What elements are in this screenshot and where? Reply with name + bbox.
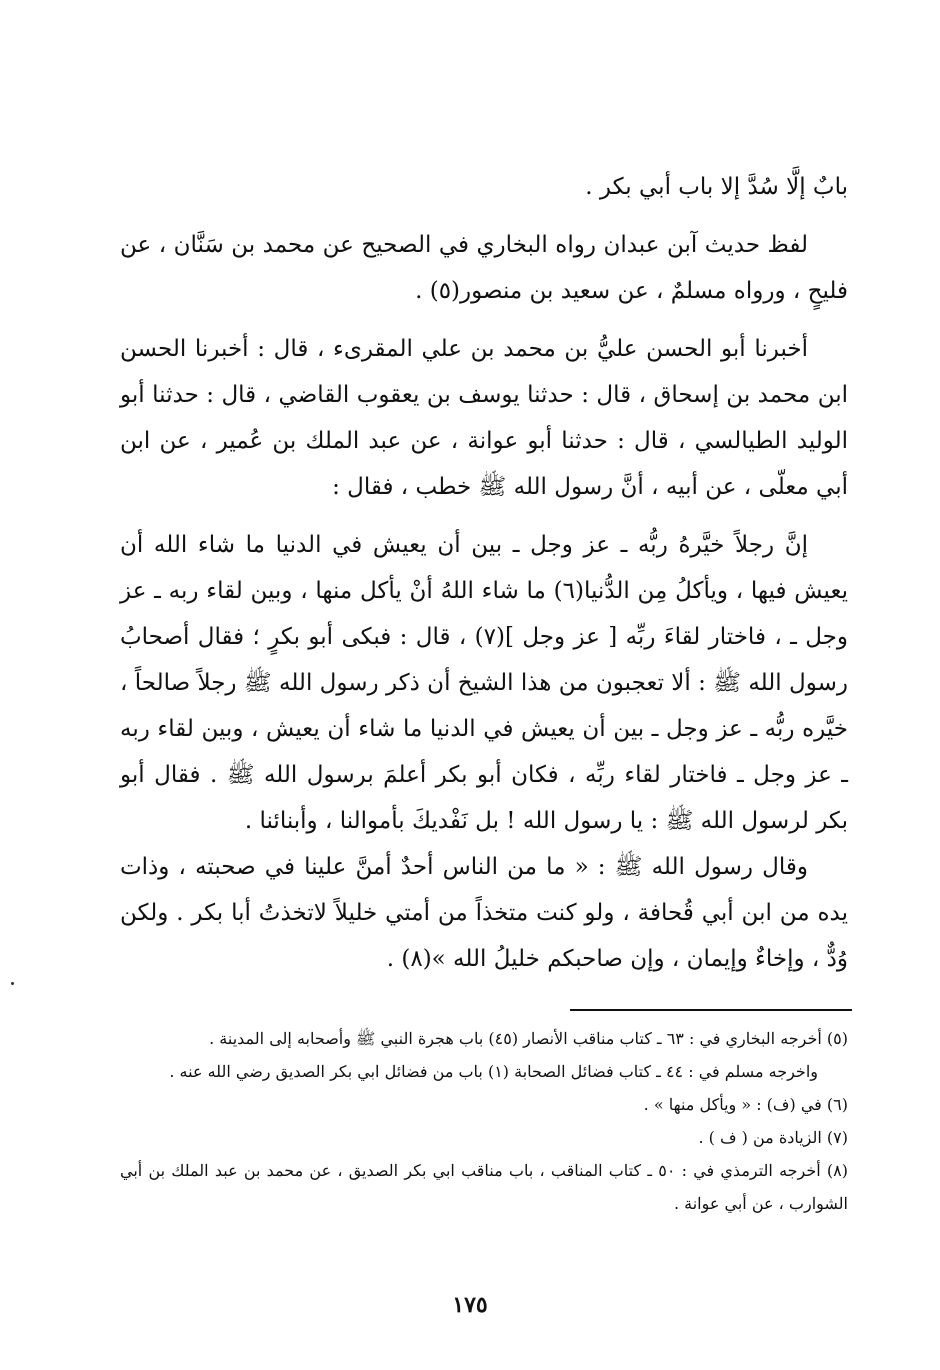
footnote-8: (٨) أخرجه الترمذي في : ٥٠ ـ كتاب المناقب ، باب مناقب ابي بكر الصديق ، عن محمد بن عبد الملك بن أبي الشوارب ، عن أبي عوانة .: [120, 1161, 849, 1213]
paragraph-4: إنَّ رجلاً خيَّرهُ ربُّه ـ عز وجل ـ بين أن يعيش في الدنيا ما شاء الله أن يعيش فيها ، ويأكلُ مِن الدُّنيا(٦) ما شاء اللهُ أنْ يأكل منها ، وبين لقاء ربه ـ عز وجل ـ ، فاختار لقاءَ ربِّه [ عز وجل ](٧) ، قال : فبكى أبو بكرٍ ؛ فقال أصحابُ رسول الله ﷺ : ألا تعجبون من هذا الشيخ أن ذكر رسول الله ﷺ رجلاً صالحاً ، خيَّره ربُّه ـ عز وجل ـ بين أن يعيش في الدنيا ما شاء أن يعيش ، وبين لقاء ربه ـ عز وجل ـ فاختار لقاء ربِّه ، فكان أبو بكر أعلمَ برسول الله ﷺ . فقال أبو بكر لرسول الله ﷺ : يا رسول الله ! بل نَفْديكَ بأموالنا ، وأبنائنا .: [120, 532, 849, 834]
footnote-6: (٦) في (ف) : « ويأكل منها » .: [643, 1095, 848, 1114]
page-number: ١٧٥: [452, 1292, 488, 1318]
footnote-5-continuation: واخرجه مسلم في : ٤٤ ـ كتاب فضائل الصحابة (١) باب من فضائل ابي بكر الصديق رضي الله عنه .: [169, 1062, 818, 1081]
footnotes: [120, 1022, 848, 1220]
paragraph-5: وقال رسول الله ﷺ : « ما من الناس أحدٌ أمنَّ علينا في صحبته ، وذات يده من ابن أبي قُحافة ، ولو كنت متخذاً من أمتي خليلاً لاتخذتُ أبا بكر . ولكن وُدٌّ ، وإخاءٌ وإيمان ، وإن صاحبكم خليلُ الله »(٨) .: [120, 854, 848, 972]
footnote-5: (٥) أخرجه البخاري في : ٦٣ ـ كتاب مناقب الأنصار (٤٥) باب هجرة النبي ﷺ وأصحابه إلى المدينة .: [209, 1029, 848, 1048]
paragraph-1: بابٌ إلَّا سُدَّ إلا باب أبي بكر .: [585, 174, 848, 200]
paragraph-2: لفظ حديث آبن عبدان رواه البخاري في الصحيح عن محمد بن سَنَّان ، عن فليحٍ ، ورواه مسلمٌ ، عن سعيد بن منصور(٥) .: [120, 232, 848, 304]
paragraph-3: أخبرنا أبو الحسن عليُّ بن محمد بن علي المقرىء ، قال : أخبرنا الحسن ابن محمد بن إسحاق ، قال : حدثنا يوسف بن يعقوب القاضي ، قال : حدثنا أبو الوليد الطيالسي ، قال : حدثنا أبو عوانة ، عن عبد الملك بن عُمير ، عن ابن أبي معلّى ، عن أبيه ، أنَّ رسول الله ﷺ خطب ، فقال :: [120, 336, 848, 500]
margin-speck: [11, 982, 14, 985]
footnote-separator: [570, 1009, 852, 1011]
main-text: [120, 164, 848, 982]
footnote-7: (٧) الزيادة من ( ف ) .: [698, 1128, 848, 1147]
